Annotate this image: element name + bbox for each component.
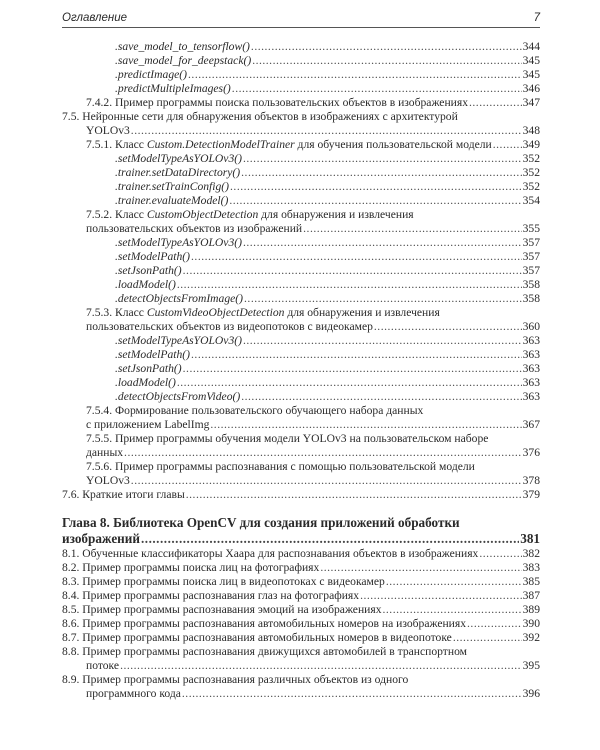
toc-entry-text: 7.5.3. Класс xyxy=(86,306,147,319)
toc-entry-title xyxy=(86,124,130,138)
header-page-number: 7 xyxy=(533,12,540,24)
toc-entry-title xyxy=(86,138,492,152)
toc-entry-title xyxy=(115,278,176,292)
toc-entry xyxy=(62,446,540,460)
dot-leader xyxy=(191,250,522,264)
header-title: Оглавление xyxy=(62,12,127,24)
toc-page-number: 395 xyxy=(522,659,540,672)
toc-entry-code-name: .detectObjectsFromImage() xyxy=(115,292,244,305)
toc-page-number: 387 xyxy=(522,589,540,602)
toc-entry xyxy=(62,673,540,687)
dot-leader xyxy=(386,575,522,589)
toc-entry xyxy=(62,152,540,166)
toc-entry-code-name: .setModelPath() xyxy=(115,348,191,361)
toc-entry-text: Глава 8. Библиотека OpenCV для создания приложений обработки xyxy=(62,515,460,530)
toc-entry-text: 8.1. Обученные классификаторы Хаара для распознавания объектов в изображениях xyxy=(62,547,479,560)
dot-leader xyxy=(131,474,522,488)
toc-page-number: 376 xyxy=(522,446,540,459)
toc-entry-text: 8.4. Пример программы распознавания глаз на фотографиях xyxy=(62,589,360,602)
toc-entry-title xyxy=(115,348,190,362)
toc-entry xyxy=(62,138,540,152)
toc-entry xyxy=(62,306,540,320)
toc-page-number: 360 xyxy=(522,320,540,333)
toc-entry xyxy=(62,278,540,292)
toc-page-number: 363 xyxy=(522,348,540,361)
dot-leader xyxy=(177,376,522,390)
toc-entry-title xyxy=(86,404,423,418)
toc-page-number: 363 xyxy=(522,376,540,389)
toc-entry-text: с приложением LabelImg xyxy=(86,418,210,431)
toc-entry xyxy=(62,82,540,96)
toc-entry-title xyxy=(86,418,209,432)
toc-page-number: 348 xyxy=(522,124,540,137)
toc-entry xyxy=(62,390,540,404)
toc-entry-title xyxy=(62,515,460,531)
toc-page-number: 379 xyxy=(522,488,540,501)
dot-leader xyxy=(360,589,522,603)
toc-entry-code-name: Custom.DetectionModelTrainer xyxy=(146,138,295,151)
toc-entry xyxy=(62,432,540,446)
toc-entry-title xyxy=(115,54,251,68)
toc-page-number: 382 xyxy=(522,547,540,560)
toc-page-number: 357 xyxy=(522,250,540,263)
dot-leader xyxy=(453,631,522,645)
toc-entry-code-name: .save_model_to_tensorflow() xyxy=(115,40,250,53)
toc-page-number: 345 xyxy=(522,68,540,81)
toc-entry-title xyxy=(62,531,140,547)
dot-leader xyxy=(469,96,522,110)
toc-entry-code-name: .predictImage() xyxy=(115,68,188,81)
dot-leader xyxy=(124,446,522,460)
toc-entry xyxy=(62,68,540,82)
toc-entry-title xyxy=(62,603,382,617)
dot-leader xyxy=(243,334,522,348)
toc-entry-title xyxy=(86,446,123,460)
toc-page-number: 363 xyxy=(522,334,540,347)
toc-entry-title xyxy=(86,320,373,334)
toc-entry-text: потоке xyxy=(86,659,120,672)
toc-entry-title xyxy=(115,40,250,54)
toc-entry-text: 7.5. Нейронные сети для обнаружения объектов в изображениях с архитектурой xyxy=(62,110,458,123)
toc-page-number: 389 xyxy=(522,603,540,616)
toc-entry-title xyxy=(86,96,468,110)
toc-page-number: 390 xyxy=(522,617,540,630)
toc-entry xyxy=(62,589,540,603)
toc-entry xyxy=(62,222,540,236)
dot-leader xyxy=(182,687,522,701)
toc-page-number: 355 xyxy=(522,222,540,235)
toc-entry-title xyxy=(62,673,408,687)
toc-entry-text: YOLOv3 xyxy=(86,124,130,137)
toc-entry-text: 8.6. Пример программы распознавания автомобильных номеров на изображениях xyxy=(62,617,467,630)
toc-entry xyxy=(62,362,540,376)
toc-entry xyxy=(62,166,540,180)
toc-entry-title xyxy=(115,292,243,306)
toc-entry-title xyxy=(86,208,414,222)
dot-leader xyxy=(230,180,522,194)
toc-entry-code-name: CustomObjectDetection xyxy=(146,208,259,221)
toc-entry xyxy=(62,645,540,659)
dot-leader xyxy=(177,278,522,292)
toc-page-number: 378 xyxy=(522,474,540,487)
toc-entry-text: 7.6. Краткие итоги главы xyxy=(62,488,185,501)
toc-entry-text: пользовательских объектов из видеопотоков с видеокамер xyxy=(86,320,373,333)
toc-entry xyxy=(62,96,540,110)
toc-chapter-entry xyxy=(62,515,540,531)
toc-entry-text: 7.5.2. Класс xyxy=(86,208,147,221)
toc-entry-text: пользовательских объектов из изображений xyxy=(86,222,303,235)
toc-entry-title xyxy=(62,645,467,659)
toc-entry-title xyxy=(86,432,488,446)
toc-page-number: 352 xyxy=(522,166,540,179)
dot-leader xyxy=(188,68,522,82)
dot-leader xyxy=(141,531,519,547)
toc-entry-title xyxy=(115,82,231,96)
dot-leader xyxy=(210,418,521,432)
toc-entry xyxy=(62,320,540,334)
toc-entry-title xyxy=(115,264,182,278)
toc-entry-code-name: .detectObjectsFromVideo() xyxy=(115,390,241,403)
toc-page-number: 357 xyxy=(522,264,540,277)
dot-leader xyxy=(303,222,521,236)
toc-entry-title xyxy=(86,222,302,236)
toc-entry-title xyxy=(62,110,458,124)
toc-entry xyxy=(62,250,540,264)
toc-entry xyxy=(62,603,540,617)
dot-leader xyxy=(131,124,522,138)
toc-page-number: 346 xyxy=(522,82,540,95)
toc-entry-title xyxy=(86,460,475,474)
toc-entry-code-name: .save_model_for_deepstack() xyxy=(115,54,252,67)
dot-leader xyxy=(243,152,522,166)
toc-entry xyxy=(62,561,540,575)
toc-entry-title xyxy=(62,631,452,645)
dot-leader xyxy=(243,236,522,250)
toc-page-number: 352 xyxy=(522,180,540,193)
toc-entry-title xyxy=(115,390,240,404)
toc-entry-title xyxy=(115,376,176,390)
toc-entry-text: 8.5. Пример программы распознавания эмоций на изображениях xyxy=(62,603,382,616)
dot-leader xyxy=(241,390,521,404)
dot-leader xyxy=(186,488,522,502)
toc-entry-text: 8.9. Пример программы распознавания различных объектов из одного xyxy=(62,673,409,686)
toc-entry xyxy=(62,575,540,589)
toc-entry xyxy=(62,264,540,278)
toc-entry-title xyxy=(62,589,359,603)
toc-page-number: 385 xyxy=(522,575,540,588)
toc-entry-code-name: CustomVideoObjectDetection xyxy=(146,306,285,319)
toc-entry-title xyxy=(115,166,240,180)
toc-entry-title xyxy=(62,561,319,575)
toc-entry-title xyxy=(115,194,228,208)
toc-entry xyxy=(62,547,540,561)
toc-entry xyxy=(62,180,540,194)
toc-entry xyxy=(62,631,540,645)
toc-entry xyxy=(62,474,540,488)
toc-entry-title xyxy=(86,306,440,320)
dot-leader xyxy=(241,166,521,180)
toc-entry xyxy=(62,236,540,250)
toc-entry-text: 8.7. Пример программы распознавания автомобильных номеров в видеопотоке xyxy=(62,631,452,644)
toc-entry-code-name: .setModelTypeAsYOLOv3() xyxy=(115,334,242,347)
toc-entry-text: 8.8. Пример программы распознавания движущихся автомобилей в транспортном xyxy=(62,645,467,658)
toc-page-number: 363 xyxy=(522,390,540,403)
toc-entry-title xyxy=(115,152,242,166)
toc-page-number: 358 xyxy=(522,292,540,305)
toc-page-number: 381 xyxy=(520,531,540,546)
table-of-contents xyxy=(62,40,540,701)
toc-entry-code-name: .setJsonPath() xyxy=(115,264,182,277)
toc-entry-title xyxy=(62,575,385,589)
toc-entry xyxy=(62,292,540,306)
dot-leader xyxy=(183,362,522,376)
toc-entry xyxy=(62,54,540,68)
toc-entry-text: 7.4.2. Пример программы поиска пользовательских объектов в изображениях xyxy=(86,96,468,109)
toc-entry-code-name: .setJsonPath() xyxy=(115,362,182,375)
toc-page-number: 358 xyxy=(522,278,540,291)
dot-leader xyxy=(467,617,522,631)
toc-entry-text: для обнаружения и извлечения xyxy=(284,306,440,319)
toc-page-number: 367 xyxy=(522,418,540,431)
toc-chapter-entry xyxy=(62,531,540,547)
toc-entry-text: данных xyxy=(86,446,124,459)
toc-entry-title xyxy=(115,236,242,250)
toc-entry-title xyxy=(62,547,478,561)
toc-entry-code-name: .loadModel() xyxy=(115,376,176,389)
toc-page-number: 392 xyxy=(522,631,540,644)
toc-entry-text: YOLOv3 xyxy=(86,474,130,487)
dot-leader xyxy=(374,320,522,334)
toc-entry-text: 7.5.4. Формирование пользовательского обучающего набора данных xyxy=(86,404,424,417)
toc-entry-code-name: .setModelTypeAsYOLOv3() xyxy=(115,152,242,165)
toc-entry xyxy=(62,376,540,390)
toc-entry-text: 7.5.1. Класс xyxy=(86,138,147,151)
toc-page-number: 383 xyxy=(522,561,540,574)
toc-entry-code-name: .setModelTypeAsYOLOv3() xyxy=(115,236,242,249)
toc-entry xyxy=(62,110,540,124)
dot-leader xyxy=(191,348,522,362)
dot-leader xyxy=(493,138,522,152)
toc-page-number: 396 xyxy=(522,687,540,700)
dot-leader xyxy=(320,561,521,575)
toc-page-number: 344 xyxy=(522,40,540,53)
toc-entry-text: для обнаружения и извлечения xyxy=(258,208,414,221)
toc-entry-code-name: .trainer.setTrainConfig() xyxy=(115,180,230,193)
dot-leader xyxy=(479,547,521,561)
toc-entry-text: изображений xyxy=(62,531,140,546)
running-header xyxy=(62,9,540,28)
toc-entry xyxy=(62,194,540,208)
dot-leader xyxy=(229,194,521,208)
toc-entry-text: 7.5.5. Пример программы обучения модели YOLOv3 на пользовательском наборе xyxy=(86,432,489,445)
toc-entry xyxy=(62,460,540,474)
toc-entry xyxy=(62,208,540,222)
toc-entry-text: программного кода xyxy=(86,687,181,700)
toc-entry-title xyxy=(115,362,182,376)
toc-entry xyxy=(62,617,540,631)
dot-leader xyxy=(251,40,522,54)
toc-entry xyxy=(62,687,540,701)
toc-page-number: 352 xyxy=(522,152,540,165)
toc-entry-code-name: .loadModel() xyxy=(115,278,176,291)
toc-page-number: 354 xyxy=(522,194,540,207)
toc-entry-code-name: .trainer.setDataDirectory() xyxy=(115,166,241,179)
toc-entry-text: для обучения пользовательской модели xyxy=(294,138,492,151)
dot-leader xyxy=(232,82,522,96)
toc-entry-title xyxy=(115,334,242,348)
toc-entry-title xyxy=(62,617,466,631)
toc-page-number: 349 xyxy=(522,138,540,151)
toc-entry xyxy=(62,659,540,673)
toc-entry-code-name: .predictMultipleImages() xyxy=(115,82,231,95)
toc-entry xyxy=(62,334,540,348)
toc-page-number: 345 xyxy=(522,54,540,67)
toc-page-number: 357 xyxy=(522,236,540,249)
toc-entry-title xyxy=(115,250,190,264)
toc-entry xyxy=(62,418,540,432)
toc-entry-title xyxy=(115,180,229,194)
toc-entry-title xyxy=(86,474,130,488)
toc-page-number: 363 xyxy=(522,362,540,375)
dot-leader xyxy=(120,659,522,673)
toc-entry-title xyxy=(86,687,181,701)
dot-leader xyxy=(383,603,522,617)
toc-entry xyxy=(62,124,540,138)
toc-entry-code-name: .setModelPath() xyxy=(115,250,191,263)
dot-leader xyxy=(252,54,521,68)
toc-entry-code-name: .trainer.evaluateModel() xyxy=(115,194,229,207)
toc-entry xyxy=(62,348,540,362)
toc-entry-text: 8.2. Пример программы поиска лиц на фотографиях xyxy=(62,561,320,574)
toc-entry xyxy=(62,40,540,54)
toc-entry-title xyxy=(62,488,185,502)
toc-entry-text: 8.3. Пример программы поиска лиц в видеопотоках с видеокамер xyxy=(62,575,385,588)
toc-page-number: 347 xyxy=(522,96,540,109)
toc-entry xyxy=(62,404,540,418)
toc-entry xyxy=(62,488,540,502)
dot-leader xyxy=(183,264,522,278)
dot-leader xyxy=(244,292,522,306)
toc-entry-text: 7.5.6. Пример программы распознавания с помощью пользовательской модели xyxy=(86,460,475,473)
toc-entry-title xyxy=(86,659,119,673)
toc-entry-title xyxy=(115,68,187,82)
